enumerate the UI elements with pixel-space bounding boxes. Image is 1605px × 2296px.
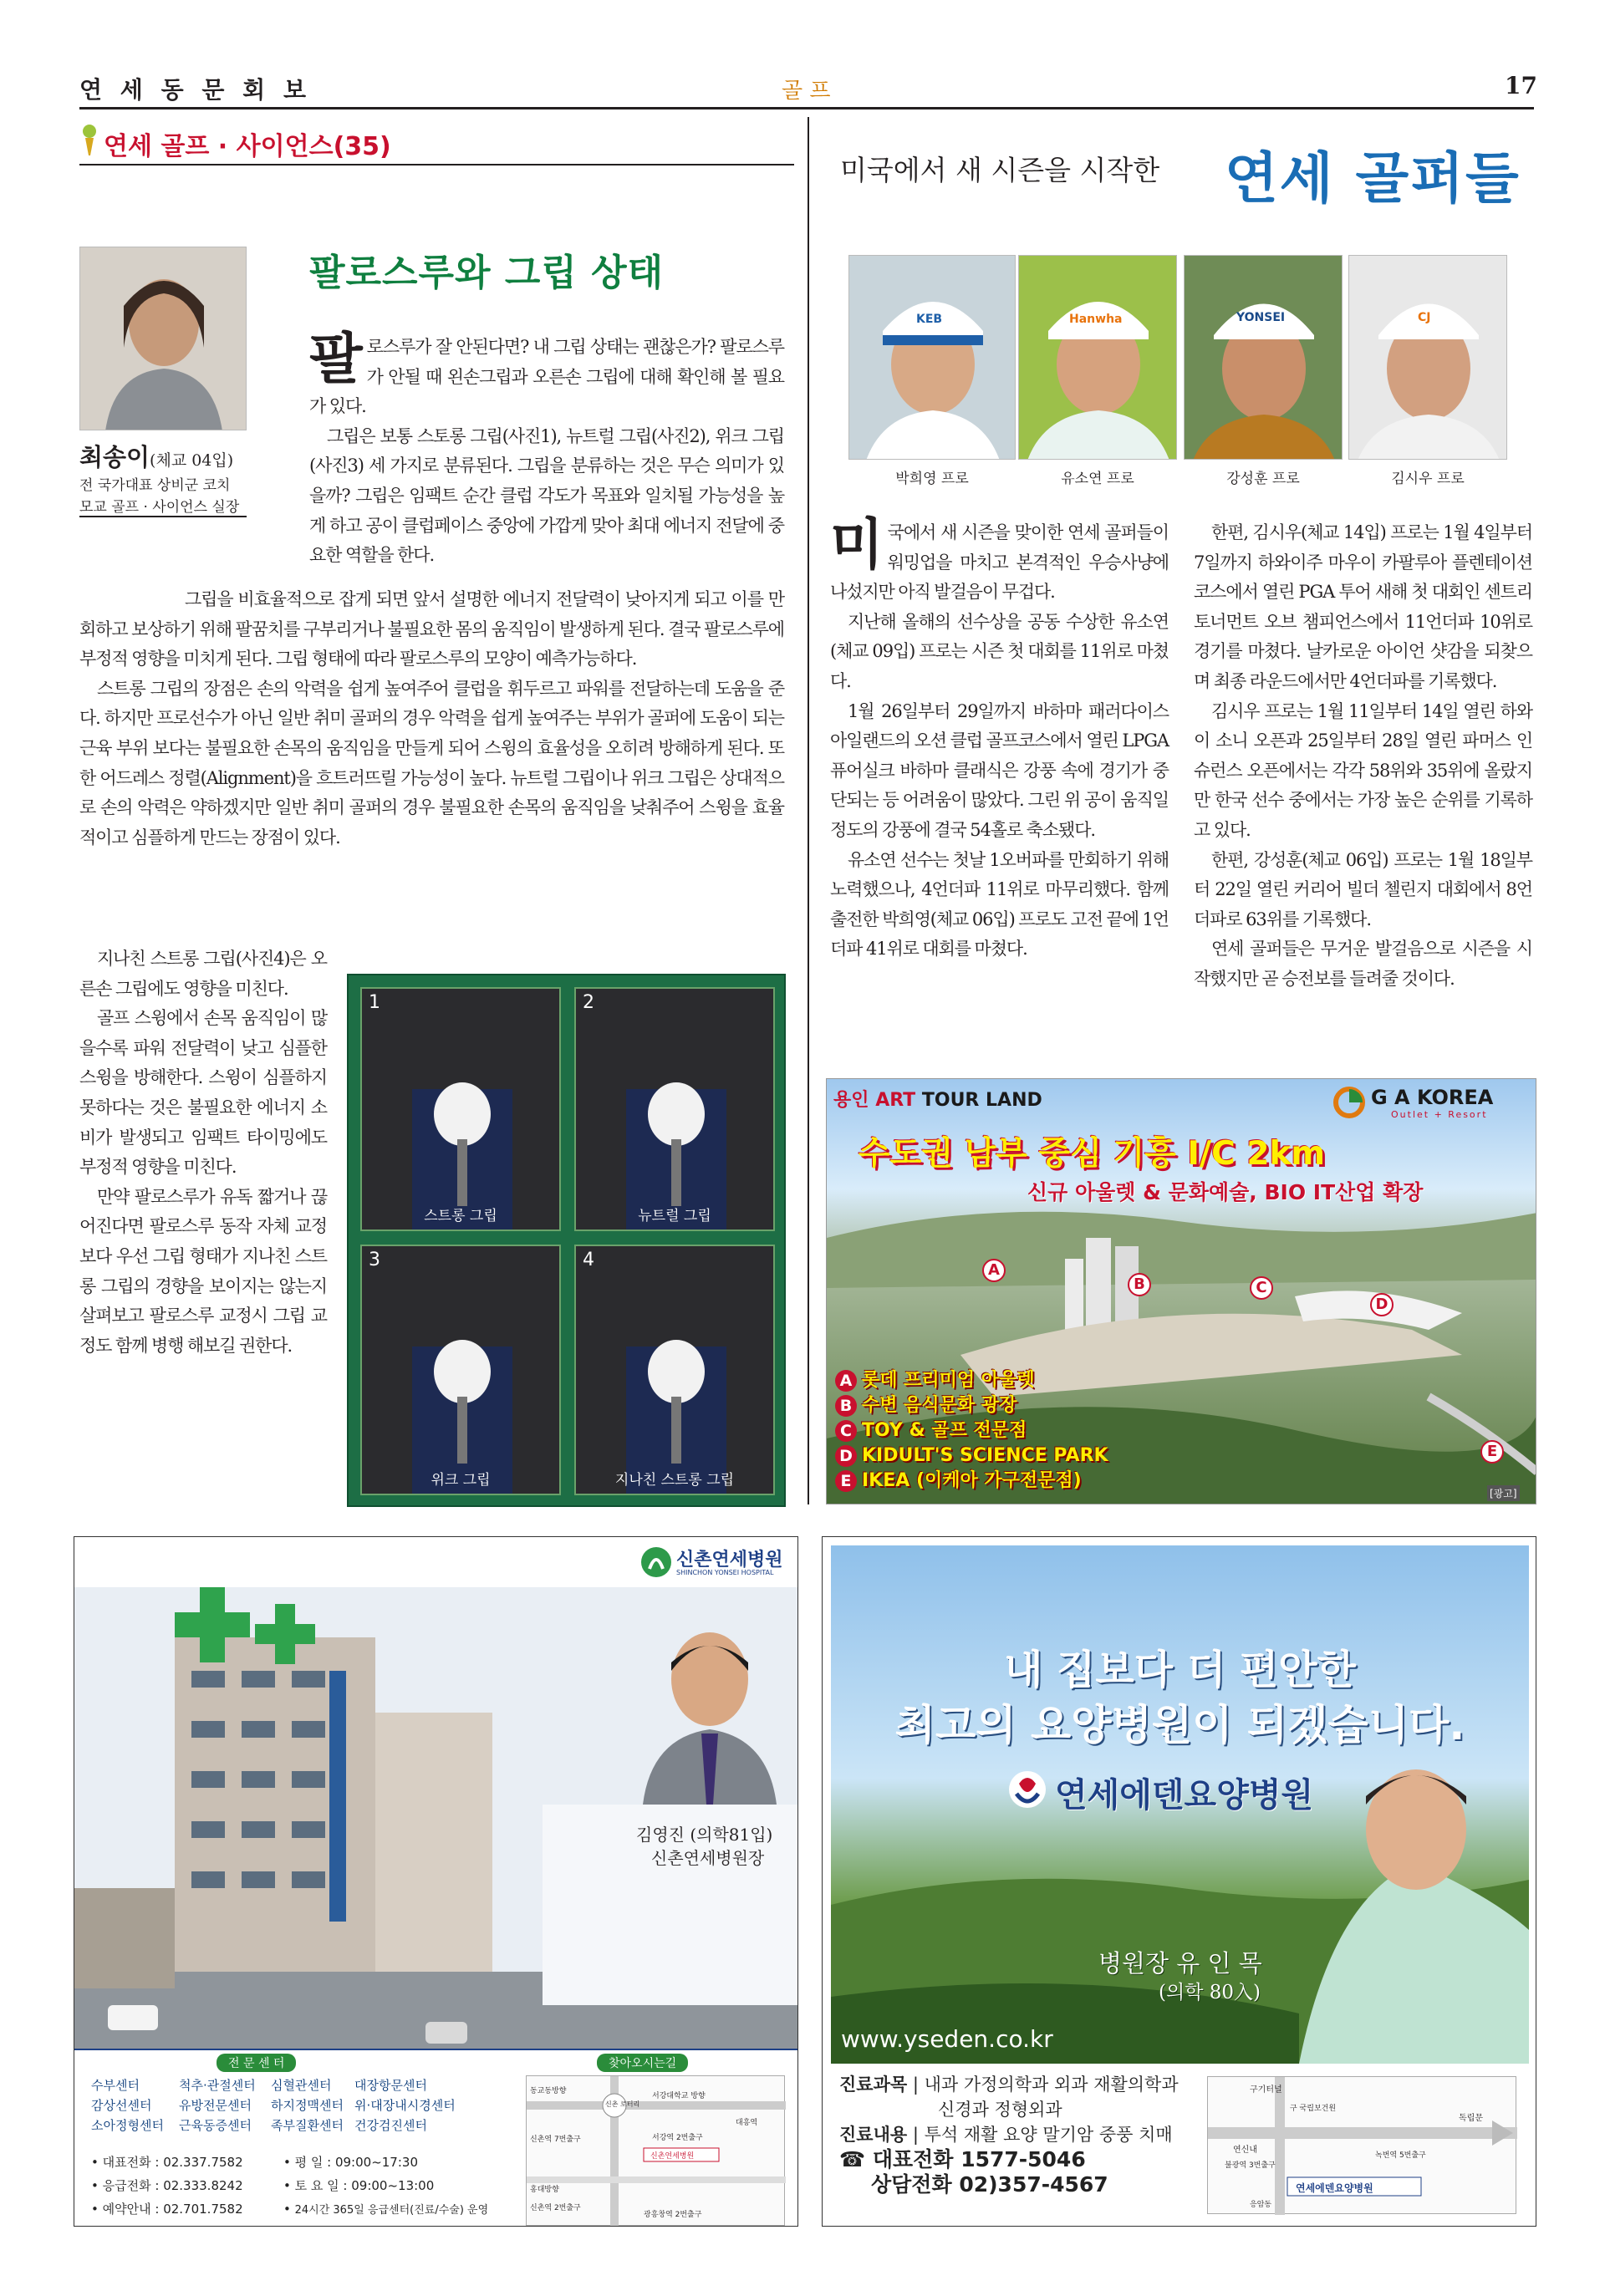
center-item: 근육동증센터 [179,2118,252,2133]
eden-url: www.yseden.co.kr [841,2025,1053,2053]
player-photo-3 [1184,255,1343,460]
sinchon-phone-2: • 응급전화 : 02.333.8242 [91,2178,243,2193]
paper-name: 연 세 동 문 회 보 [79,76,312,104]
grip-photo-3-caption: 위크 그립 [431,1472,491,1489]
sinchon-logo-text: 신촌연세병원 [676,1550,783,1571]
tourland-brand-prefix: 용인 [833,1090,869,1111]
sinchon-hours-2: • 토 요 일 : 09:00~13:00 [283,2178,435,2193]
tourland-ad [826,1078,1536,1504]
center-item: 유방전문센터 [179,2098,252,2113]
facility-a-text: 롯데 프리미엄 아울렛 [862,1370,1035,1391]
right-text-col-1 [830,512,1169,965]
tourland-brand-art: ART [875,1090,916,1111]
eden-content-value: 투석 재활 요양 말기암 중풍 치매 [924,2125,1173,2145]
eden-map-label: 구 국립보건원 [1290,2105,1337,2113]
player-photo-4-cap: CJ [1418,311,1431,324]
player-caption-1: 박희영 프로 [895,471,969,487]
page-number: 17 [1505,72,1537,99]
author-role-1: 전 국가대표 상비군 코치 [79,477,231,494]
map-label: 서강대학교 방향 [652,2092,706,2100]
eden-map-label: 독립문 [1459,2114,1483,2123]
tourland-subhead: 신규 아울렛 & 문화예술, BIO IT산업 확장 [1027,1180,1424,1204]
map-label: 광흥창역 2번출구 [644,2211,702,2219]
grip-photo-4-caption: 지나친 스트롱 그립 [614,1472,735,1489]
sinchon-director-title: 신촌연세병원장 [651,1848,765,1868]
left-paragraph-3: 그립을 비효율적으로 잡게 되면 앞서 설명한 에너지 전달력이 낮아지게 되고 이를 만회하고 보상하기 위해 팔꿈치를 구부리거나 불필요한 몸의 움직임이 발생하게 된다. 결국 팔로스루에 부정적 영향을 미치게 된다. 그립 형태에 따라 팔로스루의 모양이 예측가능하다. [79,589,784,669]
sinchon-phone-1: • 대표전화 : 02.337.7582 [91,2155,243,2170]
author-photo [79,247,247,430]
map-label: 신촌연세병원 [650,2152,695,2161]
eden-consult-value: 02)357-4567 [959,2172,1108,2197]
grip-photo-3-number: 3 [369,1250,380,1270]
sinchon-logo-sub: SHINCHON YONSEI HOSPITAL [676,1569,774,1576]
gakorea-emblem-icon [1332,1086,1366,1119]
facility-b-text: 수변 음식문화 광장 [862,1395,1017,1416]
eden-map-label: 연세에덴요양병원 [1296,2182,1373,2194]
map-label: 홍대방향 [530,2186,559,2194]
tourland-headline: 수도권 남부 중심 기흥 I/C 2km [859,1135,1326,1173]
facility-d [835,1443,1108,1469]
left-dropcap: 팔 [309,327,362,391]
sinchon-info-box [74,2049,798,2227]
eden-dept: 진료과목 | 내과 가정의학과 외과 재활의학과 [839,2075,1179,2095]
eden-map-label: 연신내 [1233,2146,1257,2155]
right-dropcap: 미 [830,512,883,577]
right-paragraph-3: 1월 26일부터 29일까지 바하마 패러다이스 아일랜드의 오션 클럽 골프코스에서 열린 LPGA 퓨어실크 바하마 클래식은 강풍 속에 경기가 중단되는 등 어려움이 많았다. 그린 위 공이 움직일 정도의 강풍에 결국 54홀로 축소됐다. [830,700,1169,840]
map-marker-d: D [1370,1293,1394,1316]
sinchon-phone-3: • 예약안내 : 02.701.7582 [91,2202,243,2217]
eden-map-label: 녹번역 5번출구 [1375,2151,1426,2160]
sinchon-hours-3: • 24시간 365일 응급센터(진료/수술) 운영 [283,2202,489,2217]
eden-director-sub: (의학 80入) [1159,1982,1261,2003]
map-label: 서강역 2번출구 [652,2134,703,2142]
player-photo-1 [848,255,1016,460]
tourland-facility-list [835,1368,1108,1494]
facility-d-text: KIDULT'S SCIENCE PARK [862,1445,1108,1466]
facility-c-text: TOY & 골프 전문점 [862,1420,1027,1441]
facility-d-letter: D [835,1445,857,1467]
center-item: 척추·관절센터 [179,2078,256,2093]
right-paragraph-2: 지난해 올해의 선수상을 공동 수상한 유소연(체교 09입) 프로는 시즌 첫 대회를 11위로 마쳤다. [830,611,1169,691]
facility-c-letter: C [835,1420,857,1442]
sinchon-logo [639,1545,795,1582]
facility-e-text: IKEA (이케아 가구전문점) [862,1470,1082,1491]
eden-map-label: 구기터널 [1250,2085,1282,2095]
grip-photo-1 [360,987,561,1231]
center-item: 소아정형센터 [91,2118,164,2133]
eden-dept-label: 진료과목 [839,2075,908,2095]
right-paragraph-8: 연세 골퍼들은 무거운 발걸음으로 시즌을 시작했지만 곧 승전보를 들려줄 것이다. [1194,939,1532,989]
right-paragraph-6: 김시우 프로는 1월 11일부터 14일 열린 하와이 소니 오픈과 25일부터 28일 열린 파머스 인슈런스 오픈에서는 각각 58위와 35위에 올랐지만 한국 선수 중에서는 가장 높은 순위를 기록하고 있다. [1194,700,1532,840]
eden-dept-value-1: 내과 가정의학과 외과 재활의학과 [924,2075,1179,2095]
sinchon-phone-list [91,2151,243,2221]
player-photo-4 [1348,255,1507,460]
center-item: 족부질환센터 [271,2118,344,2133]
facility-c [835,1418,1108,1443]
sinchon-map [526,2075,785,2226]
eden-logo [1006,1767,1358,1814]
eden-phone-label: 대표전화 [872,2147,954,2171]
series-label: 연세 골프 · 사이언스(35) [104,132,391,161]
grip-photo-1-caption: 스트롱 그립 [424,1208,497,1224]
series-rule [79,164,794,165]
left-text-middle [79,585,784,853]
article-title: 팔로스루와 그립 상태 [309,252,665,294]
eden-director: 병원장 유 인 목 [1098,1949,1262,1978]
ad-corner-label: [광고] [1487,1485,1520,1501]
center-item: 심혈관센터 [271,2078,332,2093]
map-label: 대흥역 [736,2119,758,2127]
center-item: 수부센터 [91,2078,140,2093]
sinchon-director-photo [626,1621,793,1805]
grip-photo-panel [347,974,786,1507]
eden-content-label: 진료내용 [839,2125,908,2145]
left-paragraph-1-text: 로스루가 잘 안된다면? 내 그립 상태는 괜찮은가? 팔로스루가 안될 때 왼손그립과 오른손 그립에 대해 확인해 볼 필요가 있다. [309,337,784,417]
left-paragraph-1 [309,327,784,422]
map-label: 신촌역 2번출구 [530,2204,581,2212]
left-paragraph-4: 스트롱 그립의 장점은 손의 악력을 쉽게 높여주어 클럽을 휘두르고 파워를 전달하는데 도움을 준다. 하지만 프로선수가 아닌 일반 취미 골퍼의 경우 악력을 쉽게 높여주는 부위가 골퍼에 도움이 되는 근육 부위 보다는 불필요한 손목의 움직임을 만들게 되어 스윙의 효율성을 오히려 방해하게 된다. 또한 어드레스 정렬(Alignment)을 흐트러뜨릴 가능성이 높다. 뉴트럴 그립이나 위크 그립은 상대적으로 손의 악력은 약하겠지만 일반 취미 골퍼의 경우 불필요한 손목의 움직임을 낮춰주어 스윙을 효율적이고 심플하게 만드는 장점이 있다. [79,678,784,848]
eden-map-label: 응암동 [1250,2201,1272,2209]
author-rule [79,516,247,517]
left-paragraph-2: 그립은 보통 스토롱 그립(사진1), 뉴트럴 그립(사진2), 위크 그립(사진3) 세 가지로 분류된다. 그립을 분류하는 것은 무슨 의미가 있을까? 그립은 임팩트 순간 클럽 각도가 목표와 일치될 가능성을 높게 하고 공이 클럽페이스 중앙에 가깝게 맞아 최대 에너지 전달에 중요한 역할을 한다. [309,425,784,566]
eden-info [839,2072,1199,2197]
right-paragraph-7: 한편, 강성훈(체교 06입) 프로는 1월 18일부터 22일 열린 커리어 빌더 첼린지 대회에서 8언더파로 63위를 기록했다. [1194,849,1532,929]
phone-icon: ☎ [839,2147,866,2171]
eden-phone-value: 1577-5046 [960,2147,1086,2171]
eden-logo-icon [1006,1769,1048,1810]
facility-b [835,1393,1108,1418]
facility-a-letter: A [835,1370,857,1392]
player-photo-3-cap: YONSEI [1236,311,1286,324]
column-divider [808,117,809,1504]
facility-b-letter: B [835,1395,857,1417]
golf-tee-icon [80,124,99,157]
eden-consult-label: 상담전화 [871,2172,952,2197]
map-title: 찾아오시는길 [597,2054,688,2072]
map-marker-e: E [1480,1440,1504,1464]
centers-list [91,2075,484,2136]
eden-map [1207,2076,1516,2214]
right-paragraph-4: 유소연 선수는 첫날 1오버파를 만회하기 위해 노력했으나, 4언더파 11위로 마무리했다. 함께 출전한 박희영(체교 06입) 프로도 고전 끝에 1언더파 41위로 대회를 마쳤다. [830,849,1169,960]
map-label: 동교동방향 [530,2087,567,2095]
left-text-bottom [79,944,327,1361]
author-name: 최송이 [79,443,150,471]
player-photo-2-cap: Hanwha [1069,313,1123,326]
player-caption-3: 강성훈 프로 [1226,471,1300,487]
center-item: 대장항문센터 [354,2078,427,2093]
gakorea-sub: Outlet + Resort [1391,1109,1488,1120]
center-item: 위·대장내시경센터 [354,2098,456,2113]
section-label: 골 프 [782,79,831,104]
eden-map-label: 불광역 3번출구 [1225,2161,1276,2170]
eden-banner [831,1545,1529,2064]
right-title-big: 연세 골퍼들 [1225,146,1521,211]
eden-phone [839,2147,1199,2172]
sinchon-hours-list [283,2151,488,2222]
left-text-top [309,327,784,571]
grip-photo-2-caption: 뉴트럴 그립 [638,1208,711,1224]
map-label: 신촌 로터리 [605,2100,640,2108]
grip-photo-4-number: 4 [583,1250,594,1270]
eden-consult [839,2172,1199,2197]
facility-e-letter: E [835,1470,857,1492]
facility-e [835,1469,1108,1494]
tourland-brand [833,1086,1042,1112]
grip-photo-2-number: 2 [583,992,594,1013]
grip-photo-4 [574,1245,775,1495]
right-paragraph-1-text: 국에서 새 시즌을 맞이한 연세 골퍼들이 워밍업을 마치고 본격적인 우승사냥에 나섰지만 아직 발걸음이 무겁다. [830,522,1169,603]
header-rule [79,107,1534,109]
eden-hospital-name: 연세에덴요양병원 [1055,1776,1314,1815]
map-marker-a: A [982,1259,1006,1282]
player-photo-2 [1018,255,1177,460]
tourland-brand-rest: TOUR LAND [921,1090,1042,1111]
sinchon-hours-1: • 평 일 : 09:00~17:30 [283,2155,418,2170]
left-paragraph-7: 만약 팔로스루가 유독 짧거나 끊어진다면 팔로스루 동작 자체 교정보다 우선 그립 형태가 지나친 스트롱 그립의 경향을 보이지는 않는지 살펴보고 팔로스루 교정시 그립 교정도 함께 병행 해보길 권한다. [79,1186,327,1356]
author-role-2: 모교 골프 · 사이언스 실장 [79,499,240,516]
eden-headline-2: 최고의 요양병원이 되겠습니다. [894,1701,1465,1749]
right-paragraph-1 [830,512,1169,608]
author-name-line [79,439,233,473]
eden-content: 진료내용 | 투석 재활 요양 말기암 중풍 치매 [839,2125,1173,2145]
left-paragraph-5: 지나친 스트롱 그립(사진4)은 오른손 그립에도 영향을 미친다. [79,949,327,999]
grip-photo-2 [574,987,775,1231]
center-item: 감상선센터 [91,2098,152,2113]
grip-photo-1-number: 1 [369,992,380,1013]
author-class-year: (체교 04입) [150,451,234,470]
right-paragraph-5: 한편, 김시우(체교 14입) 프로는 1월 4일부터 7일까지 하와이주 마우이 카팔루아 플렌테이션 코스에서 열린 PGA 투어 새해 첫 대회인 센트리 토너먼트 오브 챔피언스에서 11언더파 10위로 경기를 마쳤다. 날카로운 아이언 샷감을 되찾으며 최종 라운드에서만 4언더파를 기록했다. [1194,522,1532,691]
player-caption-4: 김시우 프로 [1391,471,1465,487]
right-title-small: 미국에서 새 시즌을 시작한 [840,154,1160,186]
facility-a [835,1368,1108,1393]
centers-title: 전 문 센 터 [217,2054,296,2072]
left-paragraph-6: 골프 스윙에서 손목 움직임이 많을수록 파워 전달력이 낮고 심플한 스윙을 방해한다. 스윙이 심플하지 못하다는 것은 불필요한 에너지 소비가 발생되고 임팩트 타이밍에도 부정적 영향을 미친다. [79,1008,327,1178]
player-caption-2: 유소연 프로 [1061,471,1134,487]
gakorea-name: G A KOREA [1371,1086,1494,1109]
player-photo-1-cap: KEB [916,313,943,326]
sinchon-ad [74,1536,798,2227]
grip-photo-3 [360,1245,561,1495]
eden-ad [822,1536,1536,2227]
right-text-col-2 [1194,518,1532,995]
sinchon-logo-icon [639,1545,673,1579]
map-label: 신촌역 7번출구 [530,2136,581,2144]
center-item: 건강검진센터 [354,2118,427,2133]
center-item: 하지정맥센터 [271,2098,344,2113]
eden-dept-2 [839,2097,1199,2122]
gakorea-logo [1332,1084,1533,1123]
map-marker-c: C [1250,1276,1273,1300]
eden-dept-value-2: 신경과 정형외과 [938,2100,1062,2120]
sinchon-director-name: 김영진 (의학81입) [636,1825,773,1845]
map-marker-b: B [1128,1273,1151,1296]
eden-headline-1: 내 집보다 더 편안한 [1003,1647,1357,1693]
